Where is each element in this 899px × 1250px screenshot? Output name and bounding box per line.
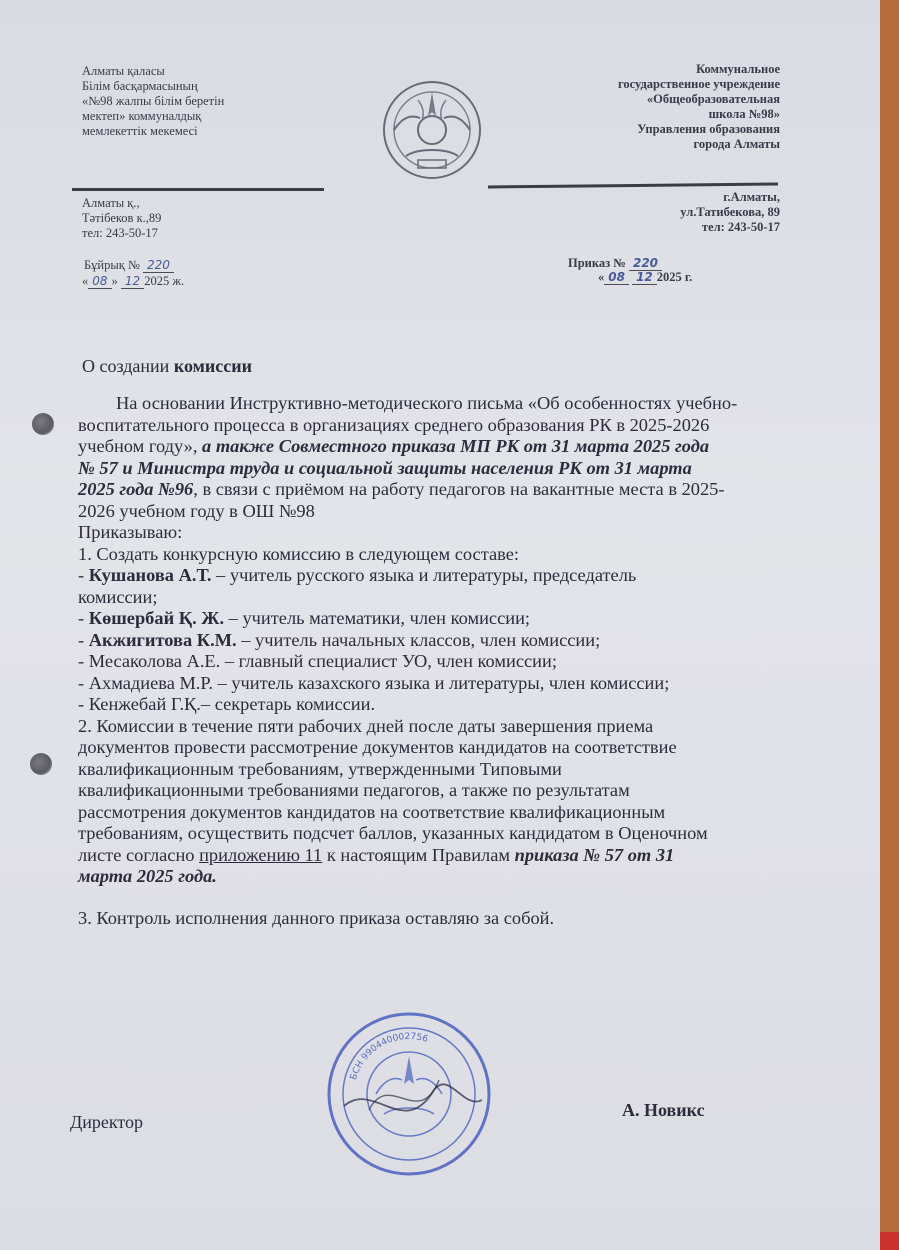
address-right [680, 190, 780, 235]
title-bold: комиссии [173, 356, 252, 376]
header-left-line: «№98 жалпы білім беретін [82, 94, 225, 108]
text-line: На основании Инструктивно-методического письма «Об особенностях учебно- [116, 393, 738, 413]
text-line: 2026 учебном году в ОШ №98 [78, 500, 315, 521]
commission-member [78, 673, 830, 695]
header-left-line: мектеп» коммуналдық [82, 109, 202, 123]
date-year: 2025 г. [656, 270, 693, 284]
date-day-handwritten: 08 [88, 274, 111, 289]
order-number-handwritten: 220 [143, 258, 174, 273]
member-dash: - [78, 672, 89, 693]
text-emphasis: 2025 года №96 [78, 479, 194, 499]
order-word: Приказываю: [78, 522, 183, 542]
text-line: марта 2025 года. [78, 866, 217, 886]
item-3: 3. Контроль исполнения данного приказа оставляю за собой. [78, 907, 555, 928]
header-right-line: государственное учреждение [618, 77, 780, 91]
member-dash: - [78, 565, 89, 585]
date-quote: » [111, 274, 118, 288]
text-line [78, 479, 830, 501]
member-name: Акжигитова К.М. [88, 629, 237, 650]
date-quote: « [598, 270, 605, 284]
title-prefix: О создании [82, 356, 174, 376]
member-role: Кенжебай Г.Қ.– секретарь комиссии. [88, 694, 376, 714]
date-day-handwritten: 08 [604, 270, 629, 285]
document-title [82, 356, 252, 377]
member-name: Кушанова А.Т. [88, 565, 212, 585]
address-right-line: тел: 243-50-17 [701, 220, 780, 234]
member-dash: - [78, 651, 89, 671]
header-right-line: Коммунальное [696, 62, 780, 76]
text-emphasis: приказа № 57 от 31 [514, 844, 675, 865]
text-line: № 57 и Министра труда и социальной защиты населения РК от 31 марта [78, 457, 692, 478]
member-dash: - [78, 694, 89, 714]
order-label-russian: Приказ № [568, 256, 626, 270]
text-line: документов провести рассмотрение документов кандидатов на соответствие [78, 737, 677, 757]
text-plain: учебном году», [78, 436, 203, 456]
date-quote: « [82, 274, 89, 288]
commission-member [78, 694, 830, 716]
address-left [82, 196, 161, 241]
text-line: квалификационным требованиям, утвержденными Типовыми [78, 758, 562, 779]
member-role: – учитель русского языка и литературы, председатель [211, 565, 637, 585]
commission-member [78, 587, 830, 609]
member-role: – учитель математики, член комиссии; [224, 608, 531, 628]
header-left-line: Білім басқармасының [82, 79, 198, 93]
header-divider-right [488, 182, 778, 188]
punch-hole [32, 413, 54, 435]
member-role: – учитель начальных классов, член комиссии; [236, 629, 601, 650]
text-line [78, 436, 830, 458]
text-emphasis: а также Совместного приказа МП РК от 31 марта 2025 года [202, 436, 710, 456]
header-right-line: «Общеобразовательная [646, 92, 780, 106]
text-line: требованиям, осуществить подсчет баллов, указанных кандидатом в Оценочном [78, 823, 708, 843]
member-dash: - [78, 629, 89, 650]
date-month-handwritten: 12 [632, 270, 657, 285]
member-name: Көшербай Қ. Ж. [88, 608, 225, 628]
member-dash: - [78, 608, 89, 628]
header-right-line: города Алматы [693, 137, 780, 151]
order-number-russian [568, 256, 662, 271]
commission-member [78, 630, 830, 652]
text-line: воспитательного процесса в организациях среднего образования РК в 2025-2026 [78, 414, 710, 435]
member-role: комиссии; [78, 586, 158, 607]
text-plain: , в связи с приёмом на работу педагогов на вакантные места в 2025- [193, 479, 725, 499]
header-right-line: школа №98» [708, 107, 780, 121]
commission-member [78, 608, 830, 630]
commission-member [78, 651, 830, 673]
text-plain: к настоящим Правилам [322, 844, 515, 865]
signature-name: А. Новикс [622, 1100, 705, 1120]
signature-title: Директор [70, 1112, 144, 1132]
header-right-institution [618, 62, 780, 152]
punch-hole [30, 753, 52, 775]
address-right-line: г.Алматы, [723, 190, 780, 204]
address-left-line: Тәтібеков к.,89 [82, 211, 162, 225]
appendix-reference: приложению 11 [199, 844, 323, 865]
order-label-kazakh: Бұйрық № [84, 258, 140, 272]
kazakhstan-state-emblem-icon [378, 78, 486, 182]
order-number-handwritten: 220 [629, 256, 662, 271]
order-date-kazakh [82, 274, 184, 289]
header-right-line: Управления образования [637, 122, 780, 136]
header-left-line: Алматы қаласы [82, 64, 165, 78]
address-left-line: Алматы қ., [82, 196, 140, 210]
seal-text: БСН 990440002756 [348, 1031, 430, 1082]
header-divider-left [72, 188, 324, 191]
item-2 [78, 716, 830, 888]
address-left-line: тел: 243-50-17 [82, 226, 158, 240]
date-year: 2025 ж. [144, 274, 185, 288]
text-line: квалификационными требованиями педагогов, а также по результатам [78, 780, 630, 800]
commission-member [78, 565, 830, 587]
text-line [78, 845, 830, 867]
document-body [78, 393, 830, 929]
text-plain: листе согласно [78, 844, 200, 865]
header-left-institution [82, 64, 224, 139]
order-number-kazakh [84, 258, 174, 273]
member-role: Месаколова А.Е. – главный специалист УО, член комиссии; [88, 651, 557, 671]
member-role: Ахмадиева М.Р. – учитель казахского языка и литературы, член комиссии; [88, 672, 670, 693]
text-line: 2. Комиссии в течение пяти рабочих дней после даты завершения приема [78, 715, 654, 736]
address-right-line: ул.Татибекова, 89 [680, 205, 780, 219]
paragraph-basis [78, 393, 830, 522]
header-left-line: мемлекеттік мекемесі [82, 124, 198, 138]
item-1: 1. Создать конкурсную комиссию в следующем составе: [78, 543, 519, 564]
order-date-russian [598, 270, 692, 285]
official-round-seal-icon [314, 1010, 504, 1178]
date-month-handwritten: 12 [121, 274, 144, 289]
text-line: рассмотрения документов кандидатов на соответствие квалификационным [78, 801, 666, 822]
